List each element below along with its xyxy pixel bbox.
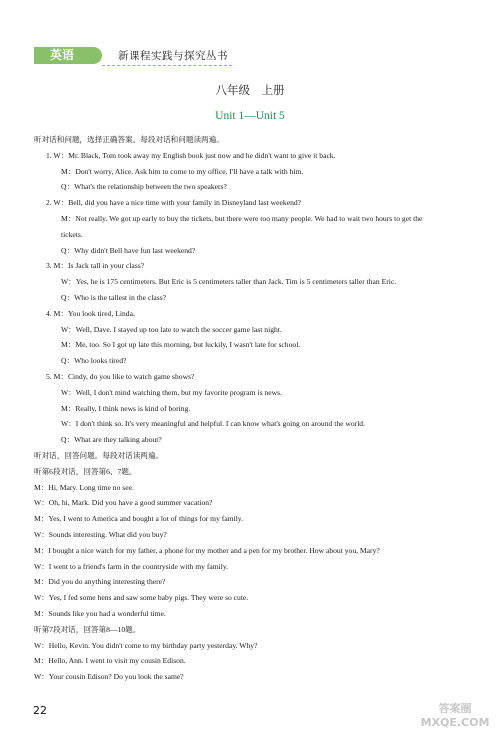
- grade-title: 八年级 上册: [215, 83, 285, 97]
- transcript-line: 4. M：You look tired, Linda.: [46, 308, 135, 318]
- transcript-line: W：Well, I don't mind watching them, but my favorite program is news.: [61, 387, 282, 397]
- page-number: 22: [33, 704, 47, 717]
- transcript-line: W：Your cousin Edison? Do you look the same?: [34, 672, 184, 682]
- transcript-line: 听对话和问题，选择正确答案。每段对话和问题读两遍。: [34, 135, 224, 144]
- transcript-line: M：Really, I think news is kind of boring.: [61, 403, 191, 413]
- transcript-line: 听第6段对话，回答第6、7题。: [34, 466, 137, 476]
- transcript-line: Q：What's the relationship between the two speakers?: [61, 182, 227, 192]
- transcript-line: 2. W：Bell, did you have a nice time with your family in Disneyland last weekend?: [46, 198, 302, 208]
- transcript-line: 听第7段对话，回答第8—10题。: [34, 624, 141, 634]
- transcript-line: M：Yes, I went to America and bought a lot of things for my family.: [34, 514, 244, 524]
- transcript-line: Q：Who looks tired?: [61, 356, 127, 366]
- header-divider: [102, 65, 232, 66]
- transcript-line: M：Did you do anything interesting there?: [34, 577, 166, 587]
- transcript-line: M：Hi, Mary. Long time no see.: [34, 482, 134, 492]
- site-watermark: [418, 702, 492, 732]
- transcript-line: M：Me, too. So I got up late this morning, but luckily, I wasn't late for school.: [61, 340, 301, 350]
- transcript-line: W：I went to a friend's farm in the countryside with my family.: [34, 561, 229, 571]
- transcript-line: W：Well, Dave. I stayed up too late to watch the soccer game last night.: [61, 324, 282, 334]
- transcript-line: tickets.: [61, 229, 83, 239]
- watermark-line-1: 答案圈: [438, 702, 472, 715]
- transcript-line: W：Yes, he is 175 centimeters. But Eric is 5 centimeters taller than Jack. Tim is 5 centimeters taller than Eric.: [61, 277, 397, 287]
- transcript-line: Q：Why didn't Bell have fun last weekend?: [61, 245, 196, 255]
- unit-title: Unit 1—Unit 5: [215, 110, 285, 122]
- transcript-line: 5. M：Cindy, do you like to watch game shows?: [46, 371, 195, 381]
- transcript-line: M：Hello, Ann. I went to visit my cousin Edison.: [34, 656, 186, 666]
- transcript-line: M：Don't worry, Alice. Ask him to come to my office. I'll have a talk with him.: [61, 166, 304, 176]
- transcript-body: [34, 132, 474, 685]
- transcript-line: M：Not really. We got up early to buy the tickets, but there were too many people. We had to wait two hours to get the: [61, 213, 423, 223]
- subject-tab: 英语: [34, 47, 102, 64]
- transcript-line: M：I bought a nice watch for my father, a phone for my mother and a pen for my brother. How about you, Mary?: [34, 545, 380, 555]
- transcript-line: W：Sounds interesting. What did you buy?: [34, 529, 167, 539]
- transcript-line: W：Oh, hi, Mark. Did you have a good summer vacation?: [34, 498, 213, 508]
- transcript-line: W：I don't think so. It's very meaningful and helpful. I can know what's going on around the world.: [61, 419, 365, 429]
- transcript-line: M：Sounds like you had a wonderful time.: [34, 608, 166, 618]
- transcript-line: Q：What are they talking about?: [61, 435, 162, 445]
- watermark-line-2: MXQE.COM: [420, 716, 490, 729]
- transcript-line: 3. M：Is Jack tall in your class?: [46, 261, 145, 271]
- transcript-line: Q：Who is the tallest in the class?: [61, 292, 167, 302]
- transcript-line: 1. W：Mr. Black, Tom took away my English book just now and he didn't want to give it back.: [46, 150, 336, 160]
- series-title: 新课程实践与探究丛书: [118, 50, 228, 62]
- page-header: [34, 44, 474, 66]
- transcript-line: 听对话，回答问题。每段对话读两遍。: [34, 450, 164, 460]
- transcript-line: W：Yes, I fed some hens and saw some baby pigs. They were so cute.: [34, 593, 249, 603]
- transcript-line: W：Hello, Kevin. You didn't come to my birthday party yesterday. Why?: [34, 640, 258, 650]
